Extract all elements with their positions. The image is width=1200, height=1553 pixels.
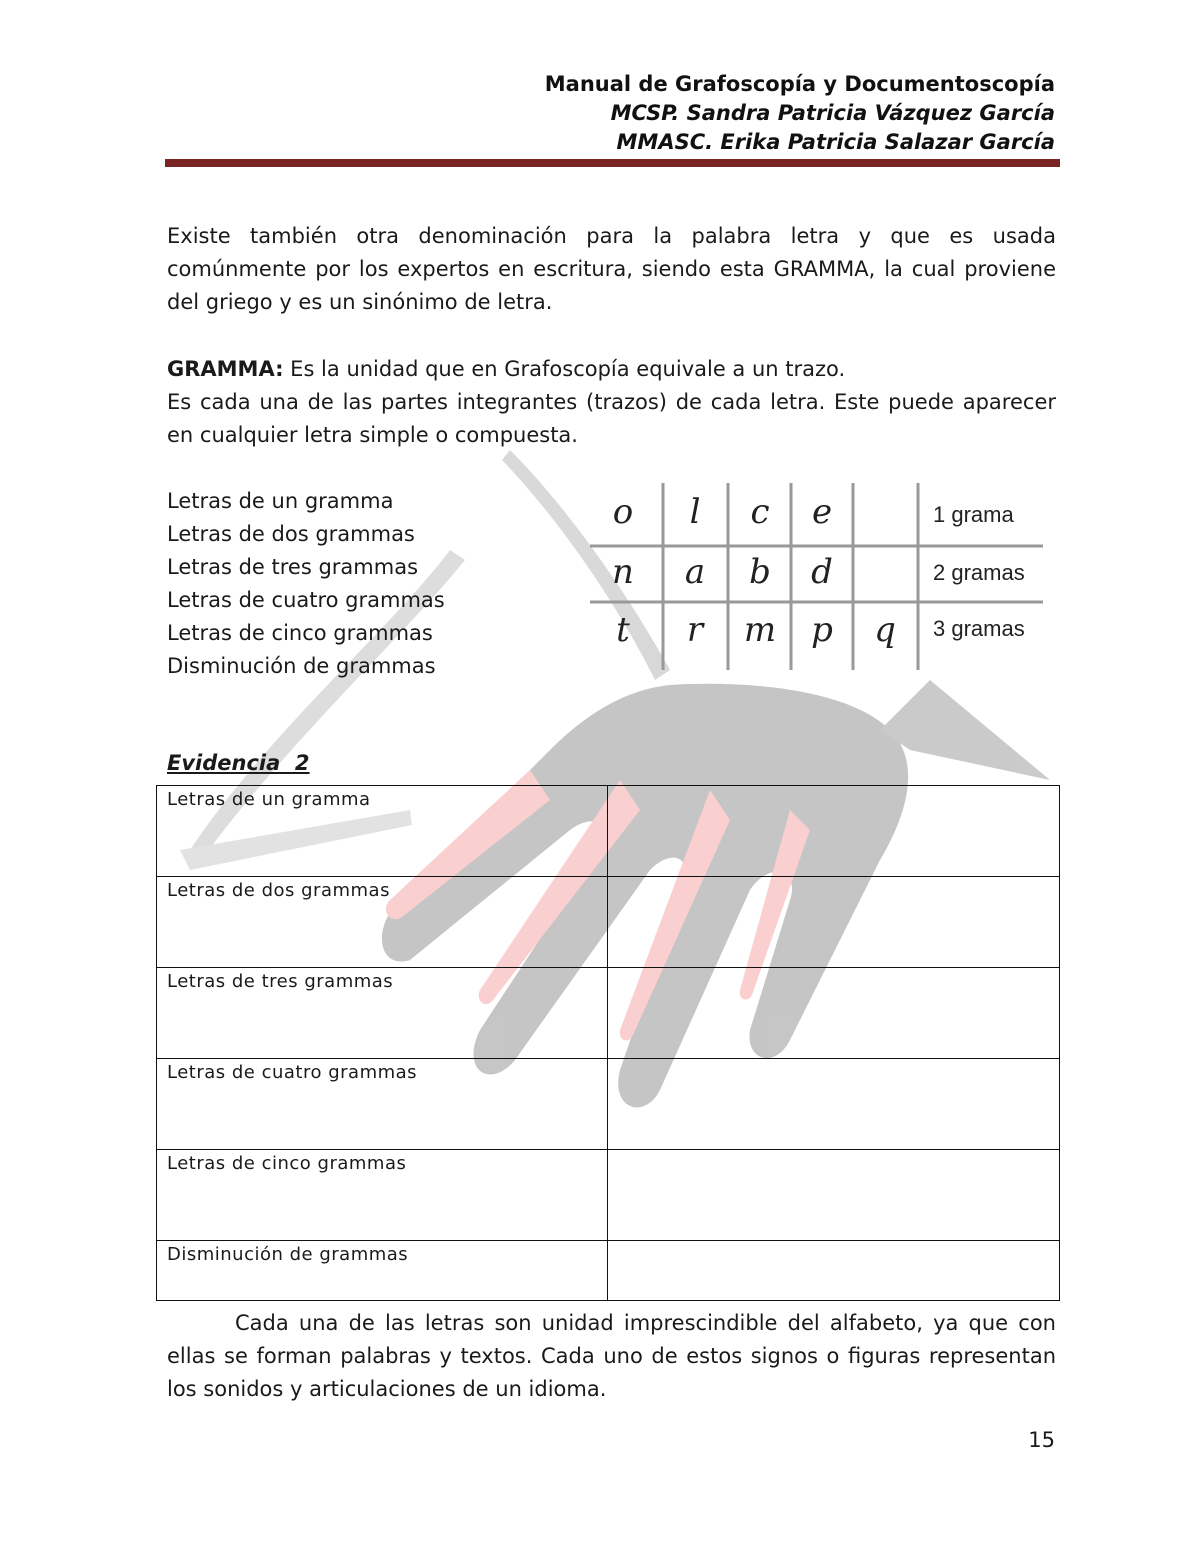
answer-cell[interactable] <box>608 877 1060 968</box>
list-item: Letras de cuatro grammas <box>167 588 445 612</box>
author-2: MMASC. Erika Patricia Salazar García <box>616 130 1055 154</box>
page-number: 15 <box>1028 1428 1055 1452</box>
gramma-examples-table <box>585 478 1055 673</box>
table-row <box>157 786 1060 877</box>
answer-cell[interactable] <box>608 968 1060 1059</box>
row-label: Disminución de grammas <box>157 1241 608 1301</box>
script-letter: b <box>749 552 771 592</box>
answer-cell[interactable] <box>608 786 1060 877</box>
list-item: Disminución de grammas <box>167 654 436 678</box>
answer-cell[interactable] <box>608 1059 1060 1150</box>
script-letter: n <box>612 552 634 592</box>
intro-paragraph: Existe también otra denominación para la palabra letra y que es usada comúnmente por los expertos en escritura, siendo esta GRAMMA, la cual proviene del griego y es un sinónimo de letra. <box>167 224 1056 314</box>
gramma-definition <box>167 353 1056 386</box>
gramma-list <box>167 485 445 683</box>
closing-text: Cada una de las letras son unidad imprescindible del alfabeto, ya que con ellas se forman palabras y textos. Cada uno de estos signos o figuras representan los sonidos y articulaciones de un idioma. <box>167 1311 1056 1401</box>
document-header <box>545 70 1055 157</box>
row-label: Letras de un gramma <box>157 786 608 877</box>
closing-paragraph <box>167 1307 1056 1406</box>
script-letter: a <box>684 552 706 592</box>
gramma-explanation: Es cada una de las partes integrantes (trazos) de cada letra. Este puede aparecer en cualquier letra simple o compuesta. <box>167 390 1056 447</box>
evidencia-table <box>156 785 1060 1301</box>
list-item: Letras de cinco grammas <box>167 621 433 645</box>
list-item: Letras de un gramma <box>167 489 394 513</box>
row-label: Letras de dos grammas <box>157 877 608 968</box>
script-letter: m <box>743 610 777 650</box>
script-letter: d <box>811 552 833 592</box>
author-1: MCSP. Sandra Patricia Vázquez García <box>610 101 1055 125</box>
script-letter: t <box>616 610 630 650</box>
gramma-definition-text: Es la unidad que en Grafoscopía equivale a un trazo. <box>283 357 846 381</box>
script-letter: o <box>612 492 634 532</box>
gramma-count-label: 3 gramas <box>933 616 1025 641</box>
gramma-count-label: 1 grama <box>933 502 1014 527</box>
gramma-term: GRAMMA: <box>167 357 284 381</box>
row-label: Letras de cuatro grammas <box>157 1059 608 1150</box>
gramma-count-label: 2 gramas <box>933 560 1025 585</box>
script-letter: r <box>686 610 704 650</box>
answer-cell[interactable] <box>608 1241 1060 1301</box>
manual-title: Manual de Grafoscopía y Documentoscopía <box>544 72 1055 96</box>
header-divider <box>165 159 1060 167</box>
script-letter: q <box>874 610 896 650</box>
answer-cell[interactable] <box>608 1150 1060 1241</box>
list-item: Letras de dos grammas <box>167 522 415 546</box>
list-item: Letras de tres grammas <box>167 555 419 579</box>
evidencia-title: Evidencia 2 <box>167 751 310 775</box>
table-row <box>157 1059 1060 1150</box>
script-letter: p <box>811 610 833 650</box>
row-label: Letras de tres grammas <box>157 968 608 1059</box>
script-letter: e <box>811 492 833 532</box>
script-letter: c <box>750 492 770 532</box>
table-row <box>157 1241 1060 1301</box>
gramma-definition-block <box>167 353 1056 452</box>
table-row <box>157 968 1060 1059</box>
table-row <box>157 1150 1060 1241</box>
script-letter: l <box>689 492 701 532</box>
row-label: Letras de cinco grammas <box>157 1150 608 1241</box>
table-row <box>157 877 1060 968</box>
